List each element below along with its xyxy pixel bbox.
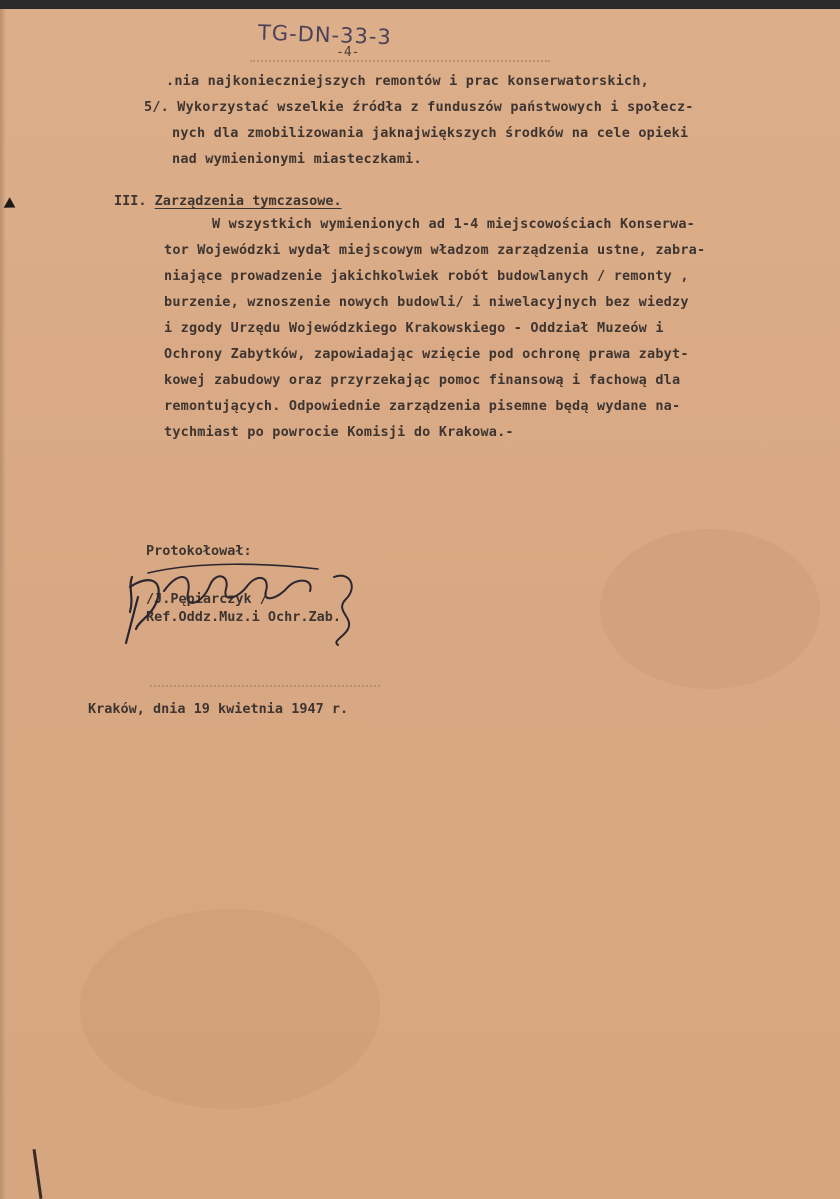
section-heading	[114, 193, 342, 209]
faded-rule	[150, 685, 380, 687]
faded-header-rule	[250, 60, 550, 62]
body-line: .nia najkonieczniejszych remontów i prac konserwatorskich,	[166, 73, 650, 89]
section-title: Zarządzenia tymczasowe.	[154, 193, 342, 209]
signatory-role: Ref.Oddz.Muz.i Ochr.Zab.	[146, 609, 342, 625]
page-number: -4-	[336, 45, 360, 60]
signatory-name: /J.Pępiarczyk /	[146, 591, 268, 607]
section-line: tor Wojewódzki wydał miejscowym władzom zarządzenia ustne, zabra-	[164, 242, 706, 258]
section-line: i zgody Urzędu Wojewódzkiego Krakowskiego - Oddział Muzeów i	[164, 320, 664, 336]
body-line: nych dla zmobilizowania jaknajwiększych środków na cele opieki	[172, 125, 689, 141]
section-line: niające prowadzenie jakichkolwiek robót budowlanych / remonty ,	[164, 268, 689, 284]
paper-stain	[600, 529, 820, 689]
signature-label: Protokołował:	[146, 543, 252, 559]
section-line: W wszystkich wymienionych ad 1-4 miejscowościach Konserwa-	[212, 216, 696, 232]
section-line: tychmiast po powrocie Komisji do Krakowa.-	[164, 424, 514, 440]
section-number: III.	[114, 193, 147, 209]
section-line: remontujących. Odpowiednie zarządzenia pisemne będą wydane na-	[164, 398, 681, 414]
page-edge-shadow	[0, 9, 6, 1199]
document-page	[0, 9, 840, 1199]
body-line: nad wymienionymi miasteczkami.	[172, 151, 422, 167]
archive-reference-code: TG-DN-33-3	[257, 20, 393, 50]
section-line: burzenie, wznoszenie nowych budowli/ i niwelacyjnych bez wiedzy	[164, 294, 689, 310]
section-line: Ochrony Zabytków, zapowiadając wzięcie pod ochronę prawa zabyt-	[164, 346, 689, 362]
margin-pen-mark	[33, 1149, 43, 1199]
body-line: 5/. Wykorzystać wszelkie źródła z funduszów państwowych i społecz-	[144, 99, 694, 115]
section-line: kowej zabudowy oraz przyrzekając pomoc finansową i fachową dla	[164, 372, 681, 388]
date-line: Kraków, dnia 19 kwietnia 1947 r.	[88, 701, 349, 717]
handwritten-signature	[118, 557, 368, 647]
paper-stain	[80, 909, 380, 1109]
